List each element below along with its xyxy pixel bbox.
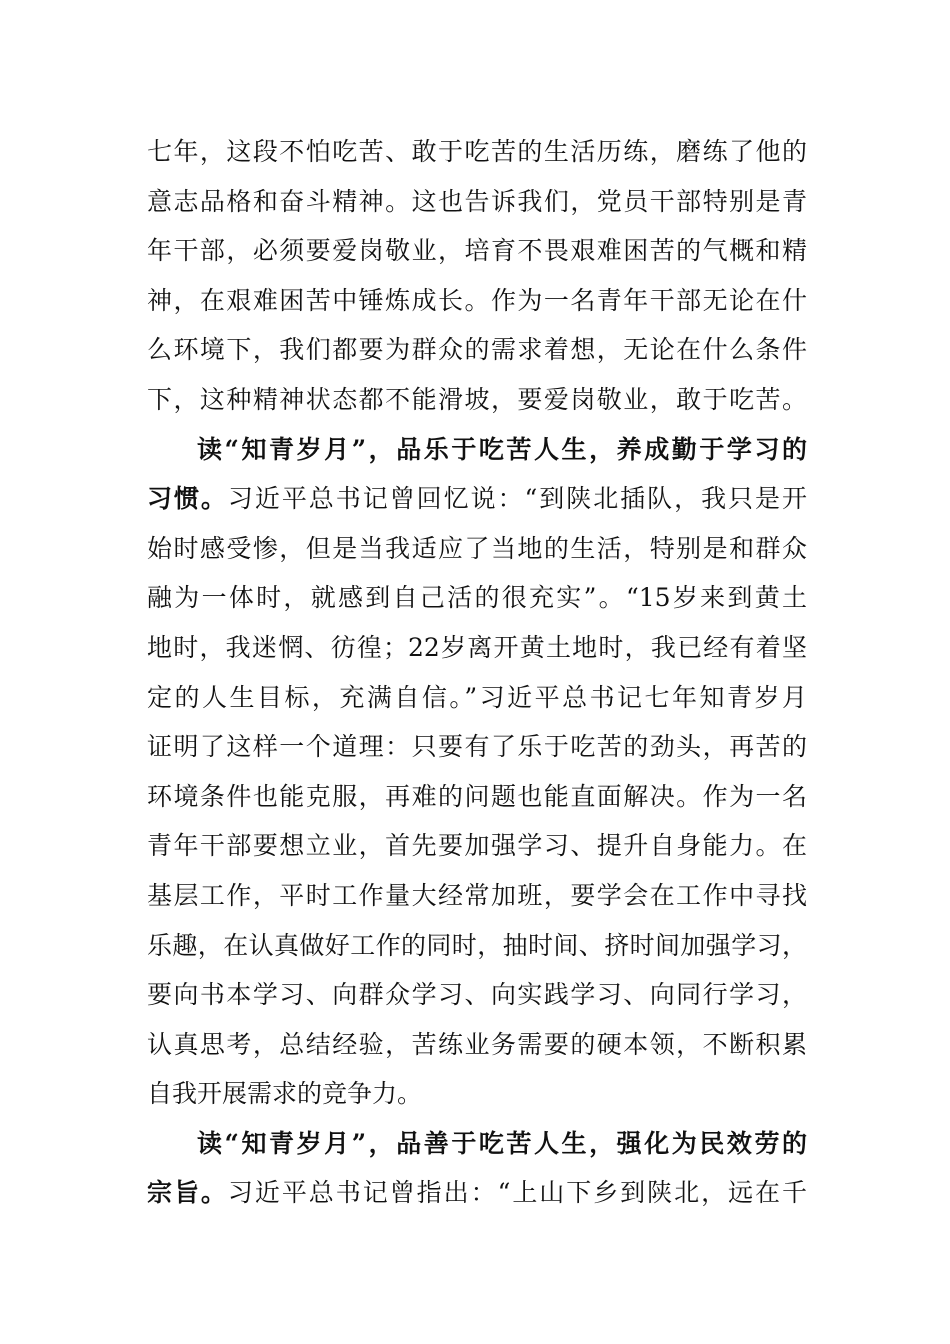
text-line: 神，在艰难困苦中锤炼成长。作为一名青年干部无论在什: [147, 285, 807, 315]
paragraph-2: [147, 425, 807, 1119]
text-line: 下，这种精神状态都不能滑坡，要爱岗敬业，敢于吃苦。: [147, 384, 807, 414]
text-run: 习近平总书记曾回忆说：“到陕北插队，我只是开: [227, 484, 807, 514]
section-heading-end: 宗旨。: [147, 1178, 228, 1208]
text-line: 么环境下，我们都要为群众的需求着想，无论在什么条件: [147, 335, 807, 365]
text-line: 定的人生目标，充满自信。”习近平总书记七年知青岁月: [147, 682, 807, 712]
text-line: 要向书本学习、向群众学习、向实践学习、向同行学习，: [147, 980, 807, 1010]
text-line: 环境条件也能克服，再难的问题也能直面解决。作为一名: [147, 781, 807, 811]
text-line: 年干部，必须要爱岗敬业，培育不畏艰难困苦的气概和精: [147, 236, 807, 266]
text-line: 乐趣，在认真做好工作的同时，抽时间、挤时间加强学习，: [147, 930, 807, 960]
document-body: [147, 127, 807, 1218]
text-line: 地时，我迷惘、彷徨；22岁离开黄土地时，我已经有着坚: [147, 632, 807, 662]
text-line: [147, 474, 807, 524]
text-line: 意志品格和奋斗精神。这也告诉我们，党员干部特别是青: [147, 186, 807, 216]
text-line: 始时感受惨，但是当我适应了当地的生活，特别是和群众: [147, 533, 807, 563]
text-line: 认真思考，总结经验，苦练业务需要的硬本领，不断积累: [147, 1029, 807, 1059]
text-line: [147, 1168, 807, 1218]
text-line: 七年，这段不怕吃苦、敢于吃苦的生活历练，磨练了他的: [147, 137, 807, 166]
text-line: 自我开展需求的竞争力。: [147, 1079, 423, 1109]
text-line: 青年干部要想立业，首先要加强学习、提升自身能力。在: [147, 831, 807, 861]
text-line: 基层工作，平时工作量大经常加班，要学会在工作中寻找: [147, 880, 807, 910]
text-run: 习近平总书记曾指出：“上山下乡到陕北，远在千: [227, 1178, 807, 1208]
text-line: 证明了这样一个道理：只要有了乐于吃苦的劲头，再苦的: [147, 732, 807, 762]
section-heading-end: 习惯。: [147, 484, 228, 514]
paragraph-1: [147, 127, 807, 425]
text-line: 融为一体时，就感到自己活的很充实”。“15岁来到黄土: [147, 583, 807, 613]
section-heading-line: 读“知青岁月”，品善于吃苦人生，强化为民效劳的: [197, 1128, 807, 1158]
paragraph-3: [147, 1119, 807, 1218]
section-heading-line: 读“知青岁月”，品乐于吃苦人生，养成勤于学习的: [197, 434, 807, 464]
